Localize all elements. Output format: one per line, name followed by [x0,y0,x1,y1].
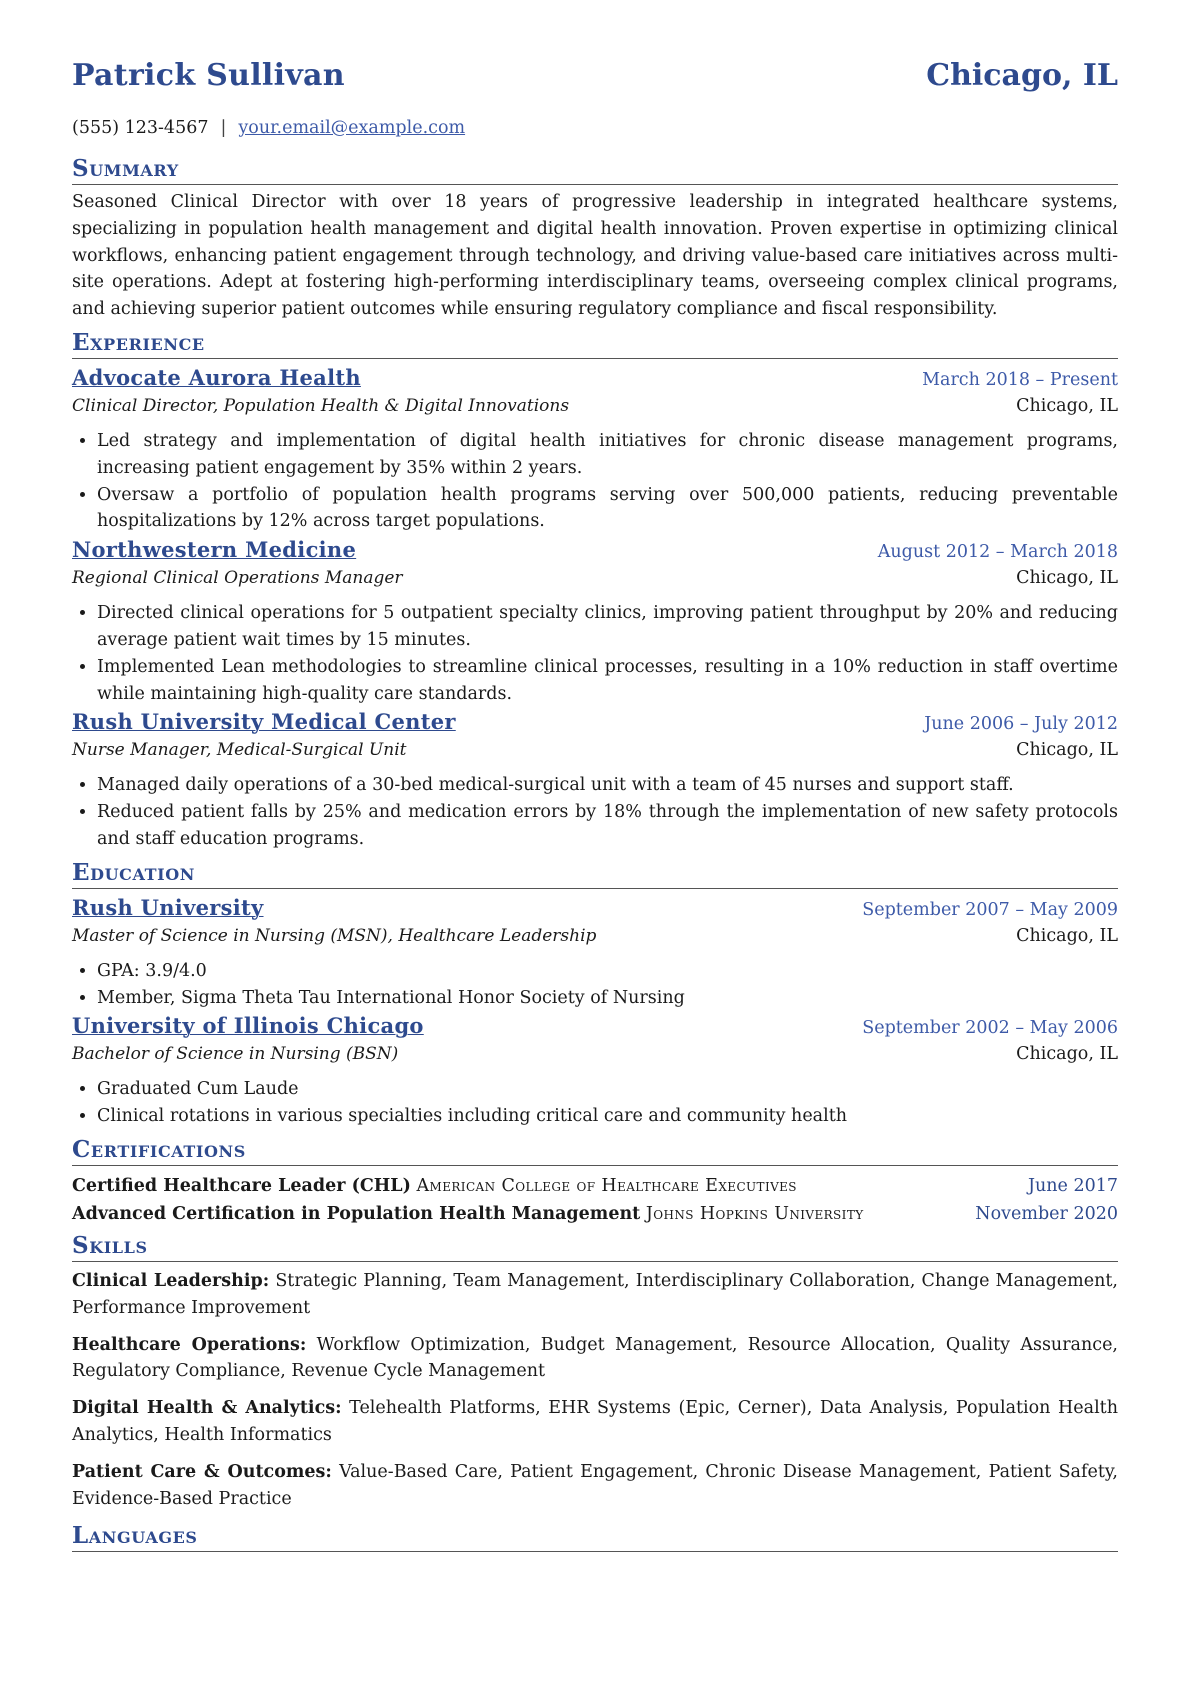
job-location: Chicago, IL [1016,568,1118,589]
job-location: Chicago, IL [1016,395,1118,416]
certification-item [72,1172,1118,1200]
section-title-certifications: Certifications [72,1136,1118,1166]
experience-entry [72,707,1118,852]
section-title-summary: Summary [72,155,1118,185]
school-name[interactable]: Rush University [72,894,264,920]
certification-date: November 2020 [975,1203,1118,1224]
contact-separator: | [220,118,227,138]
school-location: Chicago, IL [1016,1044,1118,1065]
skill-group-label: Digital Health & Analytics: [72,1398,342,1419]
skill-group [72,1332,1118,1386]
employment-dates: June 2006 – July 2012 [924,714,1118,735]
bullet-item: • GPA: 3.9/4.0 [97,958,1118,985]
summary-text: Seasoned Clinical Director with over 18 years of progressive leadership in integrated healthcare systems, specializing in population health management and digital health innovation. Proven expertise in optimizing clinical workflows, enhancing patient engagement through technology, and driving value-based care initiatives across multi-site operations. Adept at fostering high-performing interdisciplinary teams, overseeing complex clinical programs, and achieving superior patient outcomes while ensuring regulatory compliance and fiscal responsibility. [72,192,1118,320]
contact-line [72,114,1118,142]
education-entry [72,893,1118,1012]
bullet-list [72,1076,1118,1130]
bullet-item: • Directed clinical operations for 5 outpatient specialty clinics, improving patient throughput by 20% and reducing average patient wait times by 15 minutes. [97,600,1118,654]
employment-dates: March 2018 – Present [922,369,1118,390]
certification-date: June 2017 [1027,1175,1118,1196]
skill-group-label: Healthcare Operations: [72,1334,307,1355]
job-title: Clinical Director, Population Health & Digital Innovations [72,395,570,416]
section-title-skills: Skills [72,1232,1118,1262]
certification-issuer: American College of Healthcare Executives [416,1175,797,1196]
certification-list [72,1172,1118,1228]
bullet-item: • Led strategy and implementation of digital health initiatives for chronic disease management programs, increasing patient engagement by 35% within 2 years. [97,428,1118,482]
job-title: Regional Clinical Operations Manager [72,568,403,589]
candidate-name: Patrick Sullivan [72,58,345,93]
degree-name: Bachelor of Science in Nursing (BSN) [72,1044,399,1065]
experience-entry [72,363,1118,535]
skill-group-label: Patient Care & Outcomes: [72,1461,332,1482]
certification-item [72,1200,1118,1228]
education-entry [72,1011,1118,1130]
candidate-location: Chicago, IL [926,58,1118,93]
bullet-item: • Reduced patient falls by 25% and medication errors by 18% through the implementation of new safety protocols and staff education programs. [97,799,1118,853]
resume-page [72,58,1118,1552]
skill-group-items: Strategic Planning, Team Management, Interdisciplinary Collaboration, Change Management, Performance Improvement [72,1270,1118,1318]
bullet-item: • Oversaw a portfolio of population health programs serving over 500,000 patients, reducing preventable hospitalizations by 12% across target populations. [97,482,1118,536]
bullet-item: • Managed daily operations of a 30-bed medical-surgical unit with a team of 45 nurses and support staff. [97,772,1118,799]
bullet-item: • Graduated Cum Laude [97,1076,1118,1103]
job-title: Nurse Manager, Medical-Surgical Unit [72,740,407,761]
bullet-item: • Implemented Lean methodologies to streamline clinical processes, resulting in a 10% reduction in staff overtime while maintaining high-quality care standards. [97,654,1118,708]
bullet-list [72,600,1118,707]
bullet-list [72,958,1118,1012]
skill-group-items: Telehealth Platforms, EHR Systems (Epic, Cerner), Data Analysis, Population Health Analytics, Health Informatics [72,1398,1118,1445]
skill-group-items: Value-Based Care, Patient Engagement, Chronic Disease Management, Patient Safety, Evidence-Based Practice [72,1461,1118,1509]
skills-list [72,1268,1118,1512]
certification-name: Advanced Certification in Population Health Management [72,1203,641,1224]
degree-name: Master of Science in Nursing (MSN), Healthcare Leadership [72,925,597,946]
school-location: Chicago, IL [1016,925,1118,946]
study-dates: September 2007 – May 2009 [862,899,1118,920]
education-list [72,893,1118,1130]
section-title-education: Education [72,859,1118,889]
certification-name: Certified Healthcare Leader (CHL) [72,1175,411,1196]
employment-dates: August 2012 – March 2018 [877,542,1118,563]
bullet-list [72,428,1118,535]
phone-number: (555) 123-4567 [72,118,209,138]
certification-issuer: Johns Hopkins University [645,1203,864,1224]
section-title-languages: Languages [72,1522,1118,1552]
employer-name[interactable]: Advocate Aurora Health [72,364,361,390]
email-link[interactable]: your.email@example.com [238,118,466,138]
experience-entry [72,535,1118,707]
skill-group-label: Clinical Leadership: [72,1270,270,1291]
skill-group [72,1459,1118,1513]
experience-list [72,363,1118,853]
job-location: Chicago, IL [1016,740,1118,761]
skill-group-items: Workflow Optimization, Budget Management, Resource Allocation, Quality Assurance, Regulatory Compliance, Revenue Cycle Management [72,1334,1118,1382]
employer-name[interactable]: Northwestern Medicine [72,537,357,563]
bullet-list [72,772,1118,852]
school-name[interactable]: University of Illinois Chicago [72,1013,424,1039]
section-title-experience: Experience [72,329,1118,359]
bullet-item: • Clinical rotations in various specialties including critical care and community health [97,1103,1118,1130]
study-dates: September 2002 – May 2006 [862,1018,1118,1039]
resume-header [72,58,1118,108]
employer-name[interactable]: Rush University Medical Center [72,709,456,735]
skill-group [72,1268,1118,1322]
bullet-item: • Member, Sigma Theta Tau International Honor Society of Nursing [97,985,1118,1012]
skill-group [72,1395,1118,1449]
